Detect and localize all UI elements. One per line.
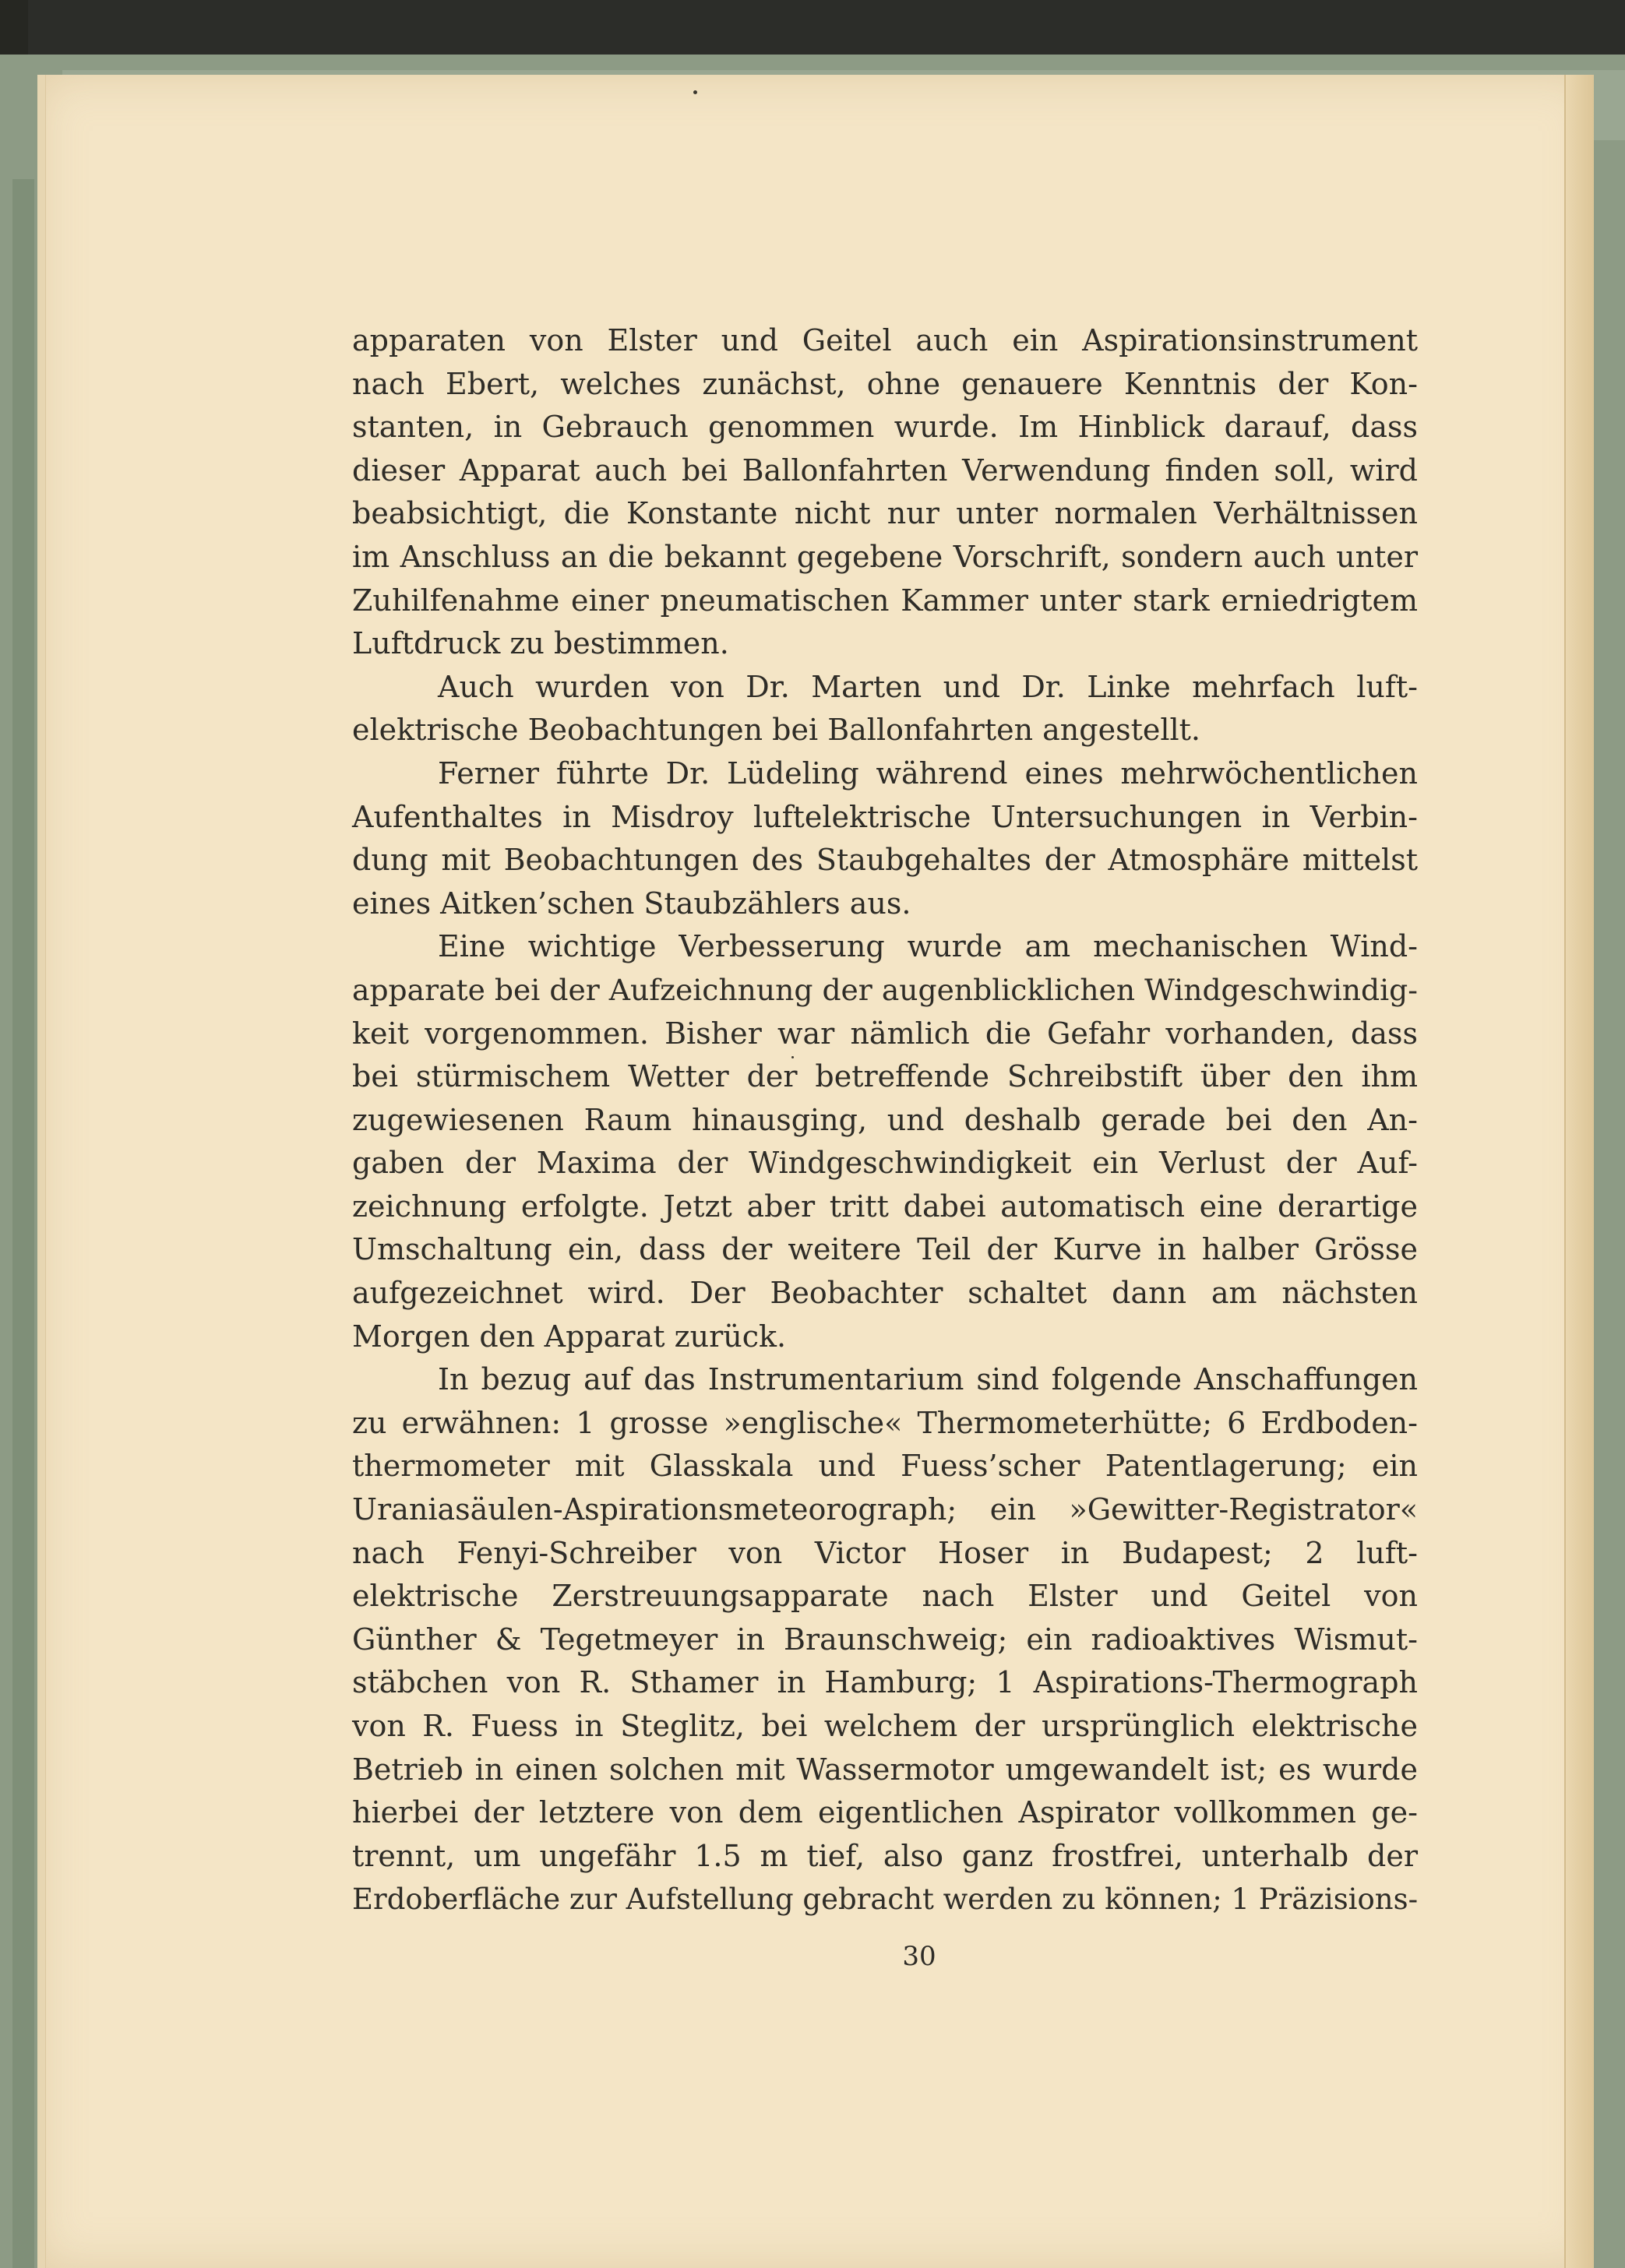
page-number: 30 — [902, 1941, 936, 1972]
text-line: Uraniasäulen-Aspirationsmeteorograph; ein »Gewitter-Registrator« — [352, 1492, 1418, 1527]
text-line: nach Ebert, welches zunächst, ohne genauere Kenntnis der Kon- — [352, 366, 1418, 401]
text-line: aufgezeichnet wird. Der Beobachter schaltet dann am nächsten — [352, 1276, 1418, 1311]
text-line: von R. Fuess in Steglitz, bei welchem der ursprünglich elektrische — [352, 1709, 1418, 1743]
text-line: stäbchen von R. Sthamer in Hamburg; 1 Aspirations-Thermograph — [352, 1665, 1418, 1700]
text-line: Erdoberfläche zur Aufstellung gebracht werden zu können; 1 Präzisions- — [352, 1882, 1419, 1917]
text-line: elektrische Beobachtungen bei Ballonfahrten angestellt. — [352, 713, 1200, 748]
text-line: bei stürmischem Wetter der betreffende Schreibstift über den ihm — [352, 1059, 1418, 1094]
text-line: apparate bei der Aufzeichnung der augenblicklichen Windgeschwindig- — [352, 972, 1418, 1007]
text-line: Morgen den Apparat zurück. — [352, 1319, 787, 1354]
paragraph — [352, 1358, 1418, 1921]
text-line: nach Fenyi-Schreiber von Victor Hoser in Budapest; 2 luft- — [352, 1535, 1418, 1570]
paragraph — [352, 752, 1418, 925]
text-line: Zuhilfenahme einer pneumatischen Kammer unter stark erniedrigtem — [352, 583, 1418, 618]
text-line: Eine wichtige Verbesserung wurde am mechanischen Wind- — [438, 929, 1418, 964]
body-text — [352, 319, 1418, 1921]
text-line: elektrische Zerstreuungsapparate nach Elster und Geitel von — [352, 1579, 1418, 1614]
paragraph — [352, 925, 1418, 1358]
text-line: hierbei der letztere von dem eigentlichen Aspirator vollkommen ge- — [352, 1795, 1418, 1830]
text-line: stanten, in Gebrauch genommen wurde. Im Hinblick darauf, dass — [352, 410, 1418, 445]
paragraph — [352, 319, 1418, 666]
text-line: keit vorgenommen. Bisher war nämlich die Gefahr vorhanden, dass — [352, 1016, 1418, 1051]
text-line: zu erwähnen: 1 grosse »englische« Thermometerhütte; 6 Erdboden- — [352, 1405, 1418, 1440]
text-line: zeichnung erfolgte. Jetzt aber tritt dabei automatisch eine derartige — [352, 1189, 1418, 1224]
text-line: eines Aitken’schen Staubzählers aus. — [352, 886, 911, 921]
text-line: Umschaltung ein, dass der weitere Teil der Kurve in halber Grösse — [352, 1232, 1418, 1267]
text-line: Aufenthaltes in Misdroy luftelektrische Untersuchungen in Verbin- — [352, 799, 1418, 834]
text-line: im Anschluss an die bekannt gegebene Vorschrift, sondern auch unter — [352, 539, 1418, 574]
text-line: Günther & Tegetmeyer in Braunschweig; ein radioaktives Wismut- — [352, 1622, 1418, 1657]
page-edge-left — [37, 75, 46, 2268]
text-line: Luftdruck zu bestimmen. — [352, 626, 729, 661]
text-line: dieser Apparat auch bei Ballonfahrten Verwendung finden soll, wird — [352, 453, 1418, 488]
text-line: In bezug auf das Instrumentarium sind folgende Anschaffungen — [438, 1362, 1418, 1397]
text-line: apparaten von Elster und Geitel auch ein Aspirationsinstrument — [352, 323, 1418, 357]
text-line: Betrieb in einen solchen mit Wassermotor umgewandelt ist; es wurde — [352, 1752, 1418, 1787]
page-edge-right — [1564, 75, 1594, 2268]
text-line: trennt, um ungefähr 1.5 m tief, also ganz frostfrei, unterhalb der — [352, 1838, 1418, 1873]
text-line: thermometer mit Glasskala und Fuess’scher Patentlagerung; ein — [352, 1449, 1418, 1484]
text-line: Auch wurden von Dr. Marten und Dr. Linke mehrfach luft- — [438, 669, 1418, 704]
text-line: dung mit Beobachtungen des Staubgehaltes der Atmosphäre mittelst — [352, 843, 1418, 878]
text-line: Ferner führte Dr. Lüdeling während eines mehrwöchentlichen — [438, 755, 1418, 791]
paragraph — [352, 666, 1418, 752]
cover-board-left-edge — [12, 179, 34, 2268]
text-line: zugewiesenen Raum hinausging, und deshalb gerade bei den An- — [352, 1102, 1418, 1137]
text-line: gaben der Maxima der Windgeschwindigkeit ein Verlust der Auf- — [352, 1146, 1418, 1181]
paper-speck — [693, 90, 697, 94]
text-line: beabsichtigt, die Konstante nicht nur unter normalen Verhältnissen — [352, 496, 1418, 531]
